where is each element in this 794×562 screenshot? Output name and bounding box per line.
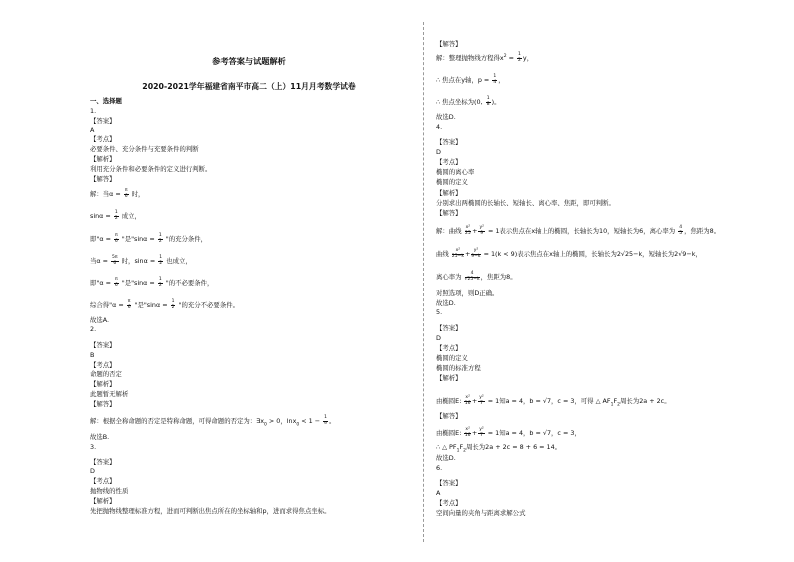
fraction-numerator: 1 [171, 299, 175, 304]
question-number: 5. [436, 308, 443, 316]
fraction [171, 300, 176, 310]
fraction [517, 53, 522, 63]
fraction-numerator: 1 [493, 74, 497, 79]
math-text: "的充分不必要条件。 [178, 301, 239, 309]
fraction [464, 428, 470, 438]
math-text: "的充分条件， [165, 235, 208, 243]
math-text: 成立， [121, 212, 141, 220]
fraction [158, 234, 163, 244]
fraction [486, 97, 491, 107]
conclusion: 故选A. [90, 316, 110, 324]
fraction-denominator: 2 [114, 215, 118, 221]
fraction [465, 226, 471, 236]
question-number: 6. [436, 464, 443, 472]
answer-label: 【答案】 [436, 138, 462, 146]
topic-text: 椭圆的离心率 [436, 168, 475, 176]
answer-value: D [436, 334, 441, 342]
fraction-numerator: x² [452, 249, 464, 255]
fraction [464, 396, 470, 406]
fraction-denominator: 7 [480, 400, 483, 406]
fraction-denominator: 25 [464, 230, 471, 236]
math-text: ，焦距为8。 [480, 273, 517, 281]
question-number: 3. [90, 443, 97, 451]
fraction [478, 396, 484, 406]
math-text: 。 [329, 417, 336, 425]
fraction-denominator: 6 [114, 238, 118, 244]
fraction-numerator: 1 [114, 210, 118, 215]
math-text: 当α = [90, 257, 108, 265]
fraction-denominator: 6 [113, 260, 117, 266]
fraction-numerator: y² [479, 225, 484, 230]
answer-label: 【答案】 [90, 117, 116, 125]
fraction [114, 278, 119, 288]
fraction-numerator: 1 [158, 277, 162, 282]
fraction-numerator: x² [465, 395, 470, 400]
fraction-denominator: e [324, 420, 327, 426]
math-text: 即"α = [90, 235, 111, 243]
topic-label: 【考点】 [90, 477, 116, 485]
solution-line: 解：曲线 $\frac{\text{x²}}{25}$ + $\frac{\text{y²}}{9}$ = 1表示焦点在x轴上的椭圆，长轴长为10，短轴长为6，离心率为 $\frac{4}{5}$ ，焦距为8。 [436, 225, 721, 236]
fraction-denominator: 16 [464, 400, 471, 406]
solution-line [90, 416, 335, 428]
fraction [452, 249, 464, 259]
section-heading: 一、选择题 [90, 97, 122, 105]
fraction-numerator: π [114, 277, 118, 282]
math-text: ∴ △ PF [436, 443, 457, 451]
fraction-denominator: 7 [480, 432, 483, 438]
fraction [492, 75, 497, 85]
fraction [478, 226, 484, 236]
fraction [158, 278, 163, 288]
fraction-numerator: x² [465, 427, 470, 432]
fraction-denominator: 6 [127, 304, 131, 310]
solution-line: 由椭圆E: $\frac{\text{x²}}{16}$ + $\frac{\text{y²}}{7}$ = 1知a = 4，b = √7，c = 3， [436, 427, 581, 438]
solution-label: 【解答】 [436, 40, 462, 48]
answer-label: 【答案】 [436, 324, 462, 332]
solution-label: 【解答】 [436, 209, 462, 217]
fraction-denominator: 2 [159, 260, 163, 266]
subscript: 1 [610, 402, 614, 408]
fraction-denominator: 25−k [451, 253, 464, 259]
topic-text: 抛物线的性质 [90, 487, 129, 495]
topic-label: 【考点】 [90, 361, 116, 369]
fraction-numerator: y² [479, 395, 484, 400]
analysis-label: 【解析】 [90, 497, 116, 505]
solution-label: 【解答】 [90, 400, 116, 408]
analysis-line: 由椭圆E: $\frac{\text{x²}}{16}$ + $\frac{\text{y²}}{7}$ = 1知a = 4，b = √7，c = 3，可得 △ $AF_1F_2$周长为2a + 2c。 [436, 395, 671, 408]
subscript: 2 [617, 402, 621, 408]
answer-value: A [436, 489, 441, 497]
answer-value: A [90, 126, 95, 134]
fraction [114, 211, 119, 221]
math-text: F [613, 397, 618, 405]
fraction-numerator: 1 [518, 52, 521, 57]
topic-text: 空间向量的夹角与距离求解公式 [436, 509, 526, 517]
solution-label: 【解答】 [90, 175, 116, 183]
math-text: 解：曲线 [436, 227, 462, 235]
fraction [127, 300, 132, 310]
fraction-numerator: 5π [112, 255, 118, 260]
fraction-numerator: 1 [486, 96, 490, 101]
math-text: = 1表示焦点在x轴上的椭圆，长轴长为10，短轴长为6，离心率为 [487, 227, 676, 235]
math-text: 综合得"α = [90, 301, 124, 309]
fraction-denominator: 2 [518, 57, 521, 63]
document-title: 参考答案与试题解析 [212, 56, 286, 66]
analysis-label: 【解析】 [90, 155, 116, 163]
conclusion: 故选D. [436, 454, 456, 462]
fraction-numerator: 1 [324, 415, 328, 420]
math-text: "的不必要条件， [165, 279, 214, 287]
fraction-numerator: x² [465, 225, 471, 230]
topic-label: 【考点】 [90, 135, 116, 143]
math-text: 解：整理抛物线方程得x [436, 54, 504, 62]
fraction-denominator: 2 [171, 304, 175, 310]
topic-text: 椭圆的定义 [436, 178, 468, 186]
fraction-numerator: 4 [465, 272, 480, 278]
question-number: 4. [436, 123, 443, 131]
analysis-label: 【解析】 [436, 189, 462, 197]
fraction-numerator: 1 [159, 255, 163, 260]
topic-text: 椭圆的标准方程 [436, 364, 481, 372]
solution-line [436, 272, 517, 282]
math-text: "是"sinα = [134, 301, 168, 309]
solution-line [436, 75, 505, 85]
fraction [465, 272, 480, 282]
solution-line [436, 443, 561, 454]
math-text: ， [498, 76, 505, 84]
fraction-denominator: 8 [486, 101, 490, 107]
math-text: 时，sinα = [121, 257, 156, 265]
fraction-denominator: 6 [114, 282, 118, 288]
analysis-label: 【解析】 [436, 374, 462, 382]
fraction-denominator: 4 [493, 79, 497, 85]
conclusion: 故选D. [436, 299, 456, 307]
fraction-denominator: √25−k [464, 276, 480, 282]
math-text: 时， [131, 190, 145, 198]
fraction-numerator: π [127, 299, 131, 304]
topic-label: 【考点】 [436, 158, 462, 166]
fraction [323, 416, 328, 426]
math-text: sinα = [90, 212, 111, 220]
solution-line [436, 97, 500, 107]
analysis-text: 此题暂无解析 [90, 390, 129, 398]
fraction-denominator: 2 [158, 238, 162, 244]
math-text: 离心率为 [436, 273, 462, 281]
fraction [111, 256, 119, 266]
math-text: 曲线 [436, 250, 449, 258]
solution-line: 曲线 $\frac{\text{x²}}{25-k}$ + $\frac{\text{y²}}{9-k}$ = 1(k < 9)表示焦点在x轴上的椭圆，长轴长为2√25−k，短轴长为2√9−k， [436, 248, 702, 259]
answer-value: D [90, 467, 95, 475]
analysis-label: 【解析】 [90, 380, 116, 388]
answer-value: D [436, 148, 441, 156]
document-subtitle: 2020-2021学年福建省南平市高二（上）11月月考数学试卷 [142, 82, 356, 91]
analysis-text: 分别求出两椭圆的长轴长、短轴长、离心率、焦距，即可判断。 [436, 199, 615, 207]
conclusion: 故选D. [436, 113, 456, 121]
analysis-text: 先把抛物线整理标准方程，进而可判断出焦点所在的坐标轴和p，进而求得焦点坐标。 [90, 507, 331, 515]
math-text: = [508, 54, 514, 62]
math-text: 解：根据全称命题的否定是特称命题，可得命题的否定为：∃x [90, 417, 264, 425]
fraction-denominator: 2 [158, 282, 162, 288]
topic-text: 必要条件、充分条件与充要条件的判断 [90, 145, 199, 153]
math-text: < 1 − [301, 417, 321, 425]
math-text: )。 [491, 98, 501, 106]
solution-line [436, 53, 533, 63]
subscript: 1 [456, 448, 460, 454]
topic-label: 【考点】 [436, 499, 462, 507]
fraction-numerator: y² [471, 249, 480, 255]
answer-label: 【答案】 [90, 458, 116, 466]
math-text: ，焦距为8。 [684, 227, 721, 235]
solution-line [90, 211, 141, 221]
solution-line [90, 256, 192, 266]
answer-label: 【答案】 [90, 341, 116, 349]
fraction-numerator: 1 [158, 233, 162, 238]
math-text: = 1知a = 4，b = √7，c = 3，可得 △ AF [487, 397, 611, 405]
math-text: F [459, 443, 464, 451]
fraction-denominator: 5 [679, 230, 683, 236]
solution-line [90, 278, 213, 288]
subscript: 0 [296, 422, 300, 428]
answer-label: 【答案】 [436, 479, 462, 487]
fraction [678, 226, 683, 236]
solution-line [90, 300, 239, 310]
solution-text: 对照选项，则D正确。 [436, 289, 499, 297]
fraction-denominator: 9 [480, 230, 484, 236]
fraction-numerator: 4 [679, 225, 683, 230]
fraction [158, 256, 163, 266]
math-text: ∴ 焦点在y轴，p = [436, 76, 490, 84]
fraction-numerator: y² [479, 427, 484, 432]
answer-value: B [90, 351, 95, 359]
math-text: y， [522, 54, 534, 62]
math-text: 由椭圆E: [436, 429, 462, 437]
fraction [478, 428, 484, 438]
math-text: 也成立， [166, 257, 192, 265]
math-text: ∴ 焦点坐标为(0, [436, 98, 483, 106]
fraction-denominator: 16 [464, 432, 471, 438]
math-text: 周长为2a + 2c = 8 + 6 = 14。 [466, 443, 562, 451]
subscript: 2 [463, 448, 467, 454]
fraction-denominator: 6 [124, 193, 128, 199]
conclusion: 故选B. [90, 433, 110, 441]
topic-text: 椭圆的定义 [436, 354, 468, 362]
math-text: > 0，lnx [268, 417, 297, 425]
subscript: 0 [263, 422, 267, 428]
math-text: = 1知a = 4，b = √7，c = 3， [487, 429, 581, 437]
topic-text: 命题的否定 [90, 370, 122, 378]
math-text: 即"α = [90, 279, 111, 287]
math-text: 由椭圆E: [436, 397, 462, 405]
fraction-numerator: π [124, 188, 128, 193]
math-text: = 1(k < 9)表示焦点在x轴上的椭圆，长轴长为2√25−k，短轴长为2√9−k， [483, 250, 702, 258]
math-text: "是"sinα = [121, 279, 155, 287]
math-text: 周长为2a + 2c。 [620, 397, 671, 405]
fraction [124, 189, 129, 199]
solution-label: 【解答】 [436, 412, 462, 420]
superscript: 2 [503, 53, 507, 59]
fraction-numerator: π [114, 233, 118, 238]
math-text: 解：当α = [90, 190, 121, 198]
math-text: "是"sinα = [121, 235, 155, 243]
fraction-denominator: 9−k [471, 253, 481, 259]
question-number: 1. [90, 107, 97, 115]
fraction [114, 234, 119, 244]
analysis-text: 利用充分条件和必要条件的定义进行判断。 [90, 165, 212, 173]
solution-line [90, 189, 144, 199]
question-number: 2. [90, 325, 97, 333]
topic-label: 【考点】 [436, 344, 462, 352]
column-divider [423, 22, 424, 542]
fraction [471, 249, 480, 259]
solution-line [90, 234, 207, 244]
